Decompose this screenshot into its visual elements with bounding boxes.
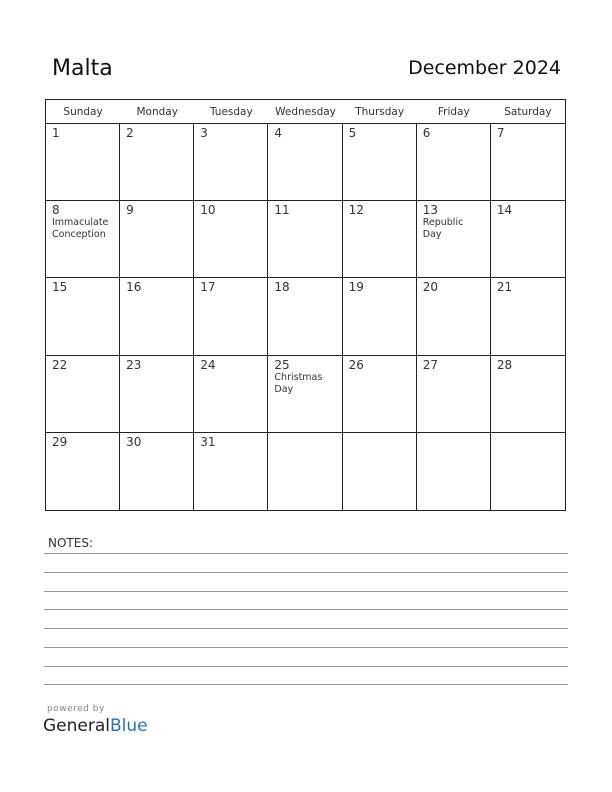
day-cell (491, 278, 565, 355)
month-title: December 2024 (408, 57, 561, 79)
day-number: 25 (274, 357, 290, 372)
day-cell (417, 433, 491, 510)
day-number: 13 (422, 203, 438, 218)
day-cell (46, 433, 120, 510)
day-cell (417, 278, 491, 355)
day-cell (491, 356, 565, 433)
day-cell (120, 124, 194, 201)
notes-label: NOTES: (48, 536, 93, 550)
day-cell (268, 278, 342, 355)
day-cell (343, 278, 417, 355)
day-number: 20 (422, 280, 438, 295)
notes-line (44, 572, 568, 573)
powered-by: powered by (47, 704, 105, 714)
day-number: 15 (52, 280, 68, 295)
day-number: 28 (496, 357, 513, 372)
day-number: 6 (422, 126, 431, 140)
logo-blue: Blue (110, 716, 148, 736)
day-cell (268, 356, 342, 433)
notes-line (44, 647, 568, 648)
day-cell (120, 201, 194, 278)
day-cell (120, 433, 194, 510)
weekday-header: Saturday (491, 100, 565, 124)
weekday-header: Thursday (343, 100, 417, 124)
notes-line (44, 553, 568, 554)
day-cell (46, 356, 120, 433)
day-number: 7 (496, 126, 505, 140)
day-cell (417, 201, 491, 278)
day-number: 24 (200, 357, 216, 372)
day-number: 10 (200, 203, 216, 218)
day-cell (491, 433, 565, 510)
day-number: 16 (126, 280, 142, 295)
notes-line (44, 666, 568, 667)
day-cell (194, 124, 268, 201)
day-cell (120, 278, 194, 355)
day-number: 29 (52, 434, 68, 449)
logo-general: General (43, 716, 110, 736)
weekday-header: Wednesday (268, 100, 342, 124)
day-cell (491, 124, 565, 201)
weekday-header: Friday (417, 100, 491, 124)
day-number: 19 (348, 280, 364, 295)
day-cell (194, 278, 268, 355)
day-cell (46, 278, 120, 355)
day-cell (268, 201, 342, 278)
day-cell (120, 356, 194, 433)
day-cell (194, 201, 268, 278)
day-number: 22 (52, 357, 68, 372)
holiday-label: Immaculate Conception (52, 217, 109, 241)
holiday-label: Christmas Day (274, 371, 323, 395)
day-cell (194, 356, 268, 433)
day-cell (343, 356, 417, 433)
day-cell (46, 201, 120, 278)
day-cell (417, 356, 491, 433)
weekday-header: Sunday (46, 100, 120, 124)
day-cell (268, 124, 342, 201)
day-number: 21 (496, 280, 513, 295)
day-cell (46, 124, 120, 201)
day-number: 11 (274, 203, 290, 218)
day-cell (343, 433, 417, 510)
day-number: 5 (348, 126, 357, 140)
day-cell (343, 124, 417, 201)
weekday-header: Tuesday (194, 100, 268, 124)
day-number: 9 (126, 203, 134, 218)
notes-line (44, 684, 568, 685)
notes-line (44, 628, 568, 629)
notes-line (44, 591, 568, 592)
holiday-label: Republic Day (422, 217, 464, 241)
day-number: 12 (348, 203, 364, 218)
day-number: 18 (274, 280, 290, 295)
notes-line (44, 609, 568, 610)
day-number: 14 (496, 203, 513, 218)
weekday-header: Monday (120, 100, 194, 124)
day-number: 27 (422, 357, 438, 372)
day-number: 17 (200, 280, 216, 295)
day-number: 30 (126, 434, 142, 449)
day-number: 26 (348, 357, 364, 372)
generalblue-logo (43, 716, 148, 736)
day-cell (417, 124, 491, 201)
day-number: 23 (126, 357, 142, 372)
day-number: 31 (200, 434, 216, 449)
day-number: 4 (274, 126, 283, 140)
calendar-grid (45, 99, 566, 511)
day-cell (343, 201, 417, 278)
country-title: Malta (52, 56, 113, 81)
day-cell (194, 433, 268, 510)
day-cell (268, 433, 342, 510)
day-cell (491, 201, 565, 278)
day-number: 1 (52, 126, 60, 140)
day-number: 3 (200, 126, 208, 140)
day-number: 2 (126, 126, 134, 140)
day-number: 8 (52, 203, 60, 218)
